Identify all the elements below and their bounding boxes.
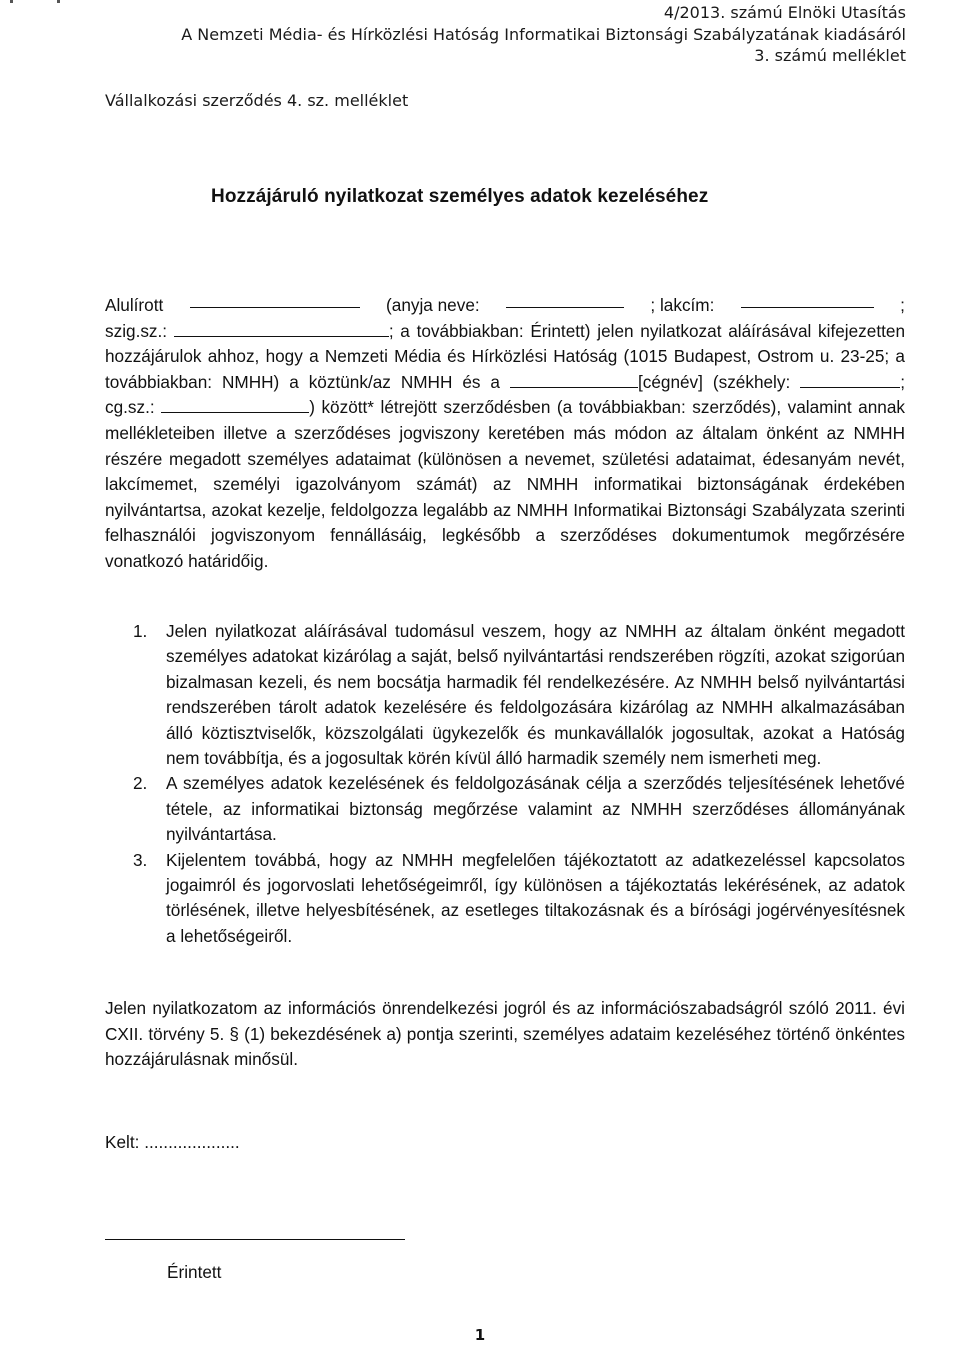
list-item-text: Kijelentem továbbá, hogy az NMHH megfelelően tájékoztatott az adatkezeléssel kapcsolatos jogaimról és jogorvoslati lehetőségeimről, így különösen a tájékoztatás lekérésének, az adatok törlésének, illetve helyesbítésének, az esetleges tiltakozásnak és a bírósági jogérvényesítésnek a lehetőségeiről. bbox=[166, 849, 905, 946]
page-title: Hozzájáruló nyilatkozat személyes adatok kezeléséhez bbox=[211, 186, 709, 207]
intro-text: Alulírott bbox=[105, 295, 164, 315]
consent-items bbox=[105, 619, 905, 949]
intro-first-line bbox=[105, 293, 905, 319]
list-item bbox=[105, 771, 905, 847]
list-item bbox=[105, 848, 905, 950]
intro-text: szig.sz.: bbox=[105, 320, 168, 341]
list-item bbox=[105, 619, 905, 771]
list-item-text: A személyes adatok kezelésének és feldolgozásának célja a szerződés teljesítésének lehetővé tétele, az informatikai biztonság megőrzése valamint az NMHH szerződéses állományának nyilvántartása. bbox=[166, 773, 905, 845]
header-line-1: 4/2013. számú Elnöki Utasítás bbox=[663, 3, 906, 22]
seat-blank bbox=[800, 373, 900, 388]
intro-text: ) között* létrejött szerződésben (a továbbiakban: szerződés), valamint annak mellékleteiben illetve a szerződéses jogviszony keretében más módon az általam önként az NMHH részére megadott személyes adataimat (különösen a nevemet, születési adataimat, édesanyám nevét, lakcímemet, személyi igazolványom számát) az NMHH informatikai biztonságának érdekében nyilvántartsa, azokat kezelje, feldolgozza legalább az NMHH Informatikai Biztonsági Szabályzata szerinti felhasználói jogviszonyom fennállásáig, legkésőbb a szerződéses dokumentumok megőrzésére vonatkozó határidőig. bbox=[105, 397, 905, 571]
company-reg-blank bbox=[161, 398, 309, 413]
list-item-number: 3. bbox=[133, 849, 148, 870]
name-blank bbox=[190, 293, 360, 308]
list-item-number: 2. bbox=[133, 773, 148, 794]
mother-name-blank bbox=[506, 293, 624, 308]
intro-text: [cégnév] (székhely: bbox=[637, 371, 791, 392]
scan-mark bbox=[10, 0, 13, 3]
intro-paragraph bbox=[105, 293, 905, 575]
closing-paragraph: Jelen nyilatkozatom az információs önrendelkezési jogról és az információszabadságról szóló 2011. évi CXII. törvény 5. § (1) bekezdésének a) pontja szerinti, személyes adataim kezeléséhez történő önkéntes hozzájárulásnak minősül. bbox=[105, 998, 905, 1070]
intro-text: ; lakcím: bbox=[650, 295, 715, 315]
annex-label: Vállalkozási szerződés 4. sz. melléklet bbox=[105, 91, 409, 110]
place-date-line bbox=[105, 1132, 240, 1153]
intro-rest bbox=[105, 319, 905, 575]
place-date-dots: .................... bbox=[144, 1132, 240, 1152]
intro-text: ; cg.sz.: bbox=[105, 371, 905, 418]
page-number: 1 bbox=[474, 1326, 486, 1344]
place-label: Kelt: bbox=[105, 1132, 140, 1152]
header-line-3: 3. számú melléklet bbox=[754, 46, 906, 65]
company-name-blank bbox=[510, 373, 638, 388]
intro-text: ; a továbbiakban: Érintett) jelen nyilatkozat aláírásával kifejezetten hozzájárulok ahhoz, hogy a Nemzeti Média és Hírközlési Hatóság (1015 Budapest, Ostrom u. 23-25; a továbbiakban: NMHH) a köztünk/az NMHH és a bbox=[105, 320, 905, 392]
address-blank bbox=[741, 293, 874, 308]
signature-line bbox=[105, 1239, 405, 1240]
header-line-2: A Nemzeti Média- és Hírközlési Hatóság Informatikai Biztonsági Szabályzatának kiadásáról bbox=[181, 24, 906, 44]
intro-text: ; bbox=[900, 295, 905, 315]
id-number-blank bbox=[174, 322, 389, 337]
document-header bbox=[181, 2, 906, 67]
intro-text: (anyja neve: bbox=[386, 295, 480, 315]
scan-mark bbox=[57, 0, 60, 3]
signature-label: Érintett bbox=[167, 1262, 222, 1282]
list-item-number: 1. bbox=[133, 621, 148, 641]
list-item-text: Jelen nyilatkozat aláírásával tudomásul veszem, hogy az NMHH az általam önként megadott személyes adatokat kizárólag a saját, belső nyilvántartási rendszerében rögzíti, azokat szigorúan bizalmasan kezeli, és nem bocsátja harmadik fél rendelkezésére. Az NMHH belső nyilvántartási rendszerében tárolt adatok kezelésére és feldolgozására kizárólag az NMHH alkalmazásában álló köztisztviselők, közszolgálati ügykezelők és munkavállalók jogosultak, azokat a Hatóság nem továbbítja, és a jogosultak körén kívül álló harmadik személy nem ismerheti meg. bbox=[166, 621, 905, 769]
